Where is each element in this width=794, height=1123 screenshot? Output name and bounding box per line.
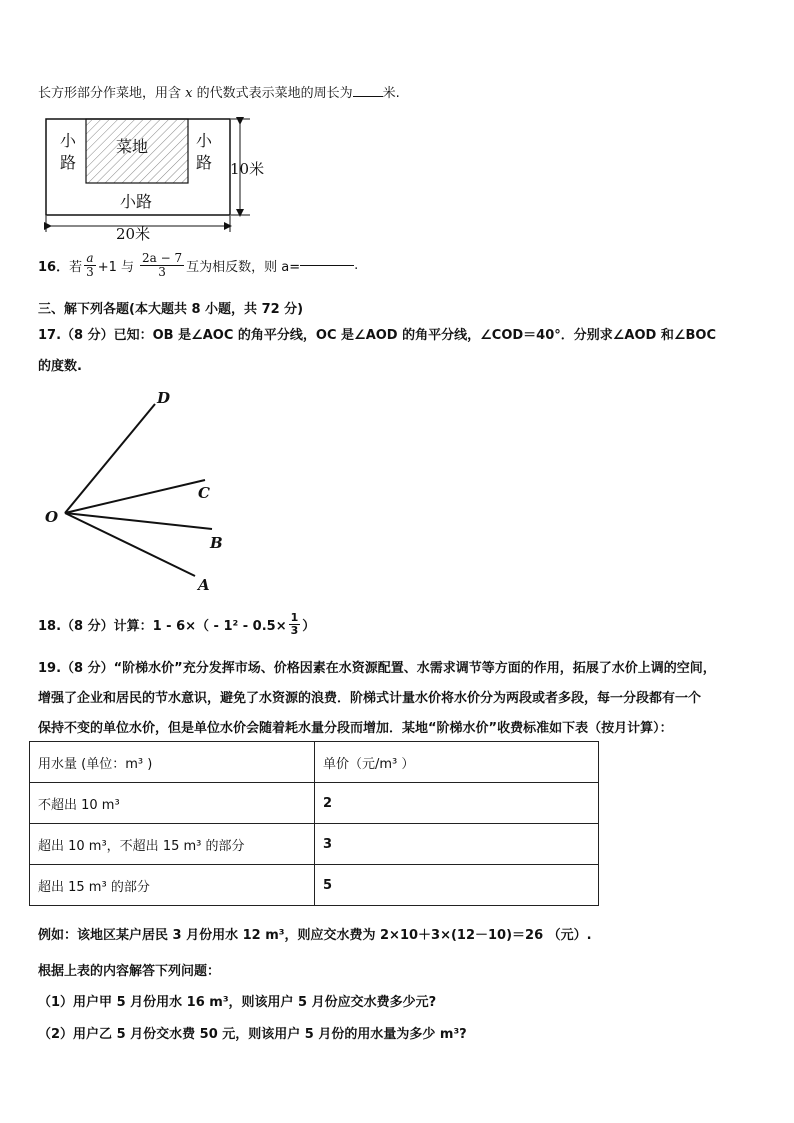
ray-od xyxy=(65,404,155,513)
q16-number: 16． xyxy=(38,259,70,275)
q15-text-after: 的代数式表示菜地的周长为 xyxy=(192,86,353,101)
ray-ob xyxy=(65,513,212,529)
ray-oc xyxy=(65,480,205,513)
q17-line1: 17.（8 分）已知：OB 是∠AOC 的角平分线，OC 是∠AOD 的角平分线，∠COD＝40°．分别求∠AOD 和∠BOC xyxy=(38,328,716,343)
questions-intro: 根据上表的内容解答下列问题： xyxy=(38,964,221,979)
sub-question-2: （2）用户乙 5 月份交水费 50 元，则该用户 5 月份的用水量为多少 m³? xyxy=(38,1027,467,1042)
table-cell-price: 5 xyxy=(315,865,599,906)
angle-figure xyxy=(40,386,240,596)
q15-unit: 米. xyxy=(382,86,400,101)
q16-frac2-numerator: 2a − 7 xyxy=(142,251,183,265)
q18-frac-denominator: 3 xyxy=(290,623,299,637)
point-label-b: B xyxy=(210,534,223,552)
vegetable-plot-label: 菜地 xyxy=(116,137,149,156)
q15-text-before: 长方形部分作菜地，用含 xyxy=(38,86,186,101)
q18-frac-numerator: 1 xyxy=(290,611,299,624)
point-label-d: D xyxy=(157,389,171,407)
height-label: 10米 xyxy=(230,160,265,178)
table-header-price: 单价（元/m³ ） xyxy=(315,742,599,783)
q18-close: ） xyxy=(302,618,316,634)
q15-line xyxy=(38,82,400,101)
table-cell-range: 超出 10 m³，不超出 15 m³ 的部分 xyxy=(30,824,315,865)
example-line: 例如：该地区某户居民 3 月份用水 12 m³，则应交水费为 2×10＋3×(12－10)＝26 （元）. xyxy=(38,928,592,943)
right-path-label-bottom: 路 xyxy=(196,153,213,172)
q15-var-x: x xyxy=(185,86,193,101)
q16-fraction-2 xyxy=(140,252,184,278)
q16-frac1-numerator: a xyxy=(86,251,94,265)
q16-end: . xyxy=(354,257,359,273)
table-cell-range: 超出 15 m³ 的部分 xyxy=(30,865,315,906)
width-label: 20米 xyxy=(116,225,151,242)
q15-answer-blank[interactable] xyxy=(353,96,383,97)
garden-figure xyxy=(40,112,280,242)
point-label-a: A xyxy=(198,576,210,594)
q17-line2: 的度数. xyxy=(38,359,82,374)
table-cell-price: 3 xyxy=(315,824,599,865)
table-row xyxy=(30,783,599,824)
q16-ruo: 若 xyxy=(69,259,83,275)
q19-line3: 保持不变的单位水价，但是单位水价会随着耗水量分段而增加．某地“阶梯水价”收费标准如下表（按月计算）： xyxy=(38,721,673,736)
left-path-label-bottom: 路 xyxy=(60,153,77,172)
table-row xyxy=(30,865,599,906)
left-path-label-top: 小 xyxy=(60,131,77,150)
right-path-label-top: 小 xyxy=(196,131,213,150)
sub-question-1: （1）用户甲 5 月份用水 16 m³，则该用户 5 月份应交水费多少元? xyxy=(38,995,437,1010)
table-cell-price: 2 xyxy=(315,783,599,824)
q18-line xyxy=(38,612,315,636)
q16-line xyxy=(38,252,358,278)
q16-plus-one: +1 与 xyxy=(97,259,135,275)
q18-text: 18.（8 分）计算：1 - 6×（ - 1² - 0.5× xyxy=(38,618,287,634)
q19-line2: 增强了企业和居民的节水意识，避免了水资源的浪费．阶梯式计量水价将水价分为两段或者多段，每一分段都有一个 xyxy=(38,691,702,706)
q16-text-after: 互为相反数，则 a= xyxy=(186,259,301,275)
q16-frac1-denominator: 3 xyxy=(86,264,94,279)
water-price-table xyxy=(29,741,599,906)
point-label-o: O xyxy=(45,508,59,526)
ray-oa xyxy=(65,513,195,576)
q16-frac2-denominator: 3 xyxy=(158,264,166,279)
q16-fraction-1 xyxy=(84,252,96,278)
table-header-row xyxy=(30,742,599,783)
table-header-usage: 用水量 (单位：m³ ) xyxy=(30,742,315,783)
q19-line1: 19.（8 分）“阶梯水价”充分发挥市场、价格因素在水资源配置、水需求调节等方面的作用，拓展了水价上调的空间， xyxy=(38,661,716,676)
q18-fraction xyxy=(289,612,301,636)
section-heading: 三、解下列各题(本大题共 8 小题，共 72 分) xyxy=(38,302,304,317)
table-cell-range: 不超出 10 m³ xyxy=(30,783,315,824)
point-label-c: C xyxy=(198,484,210,502)
table-row xyxy=(30,824,599,865)
q16-answer-blank[interactable] xyxy=(300,265,354,266)
bottom-path-label: 小路 xyxy=(120,192,153,211)
